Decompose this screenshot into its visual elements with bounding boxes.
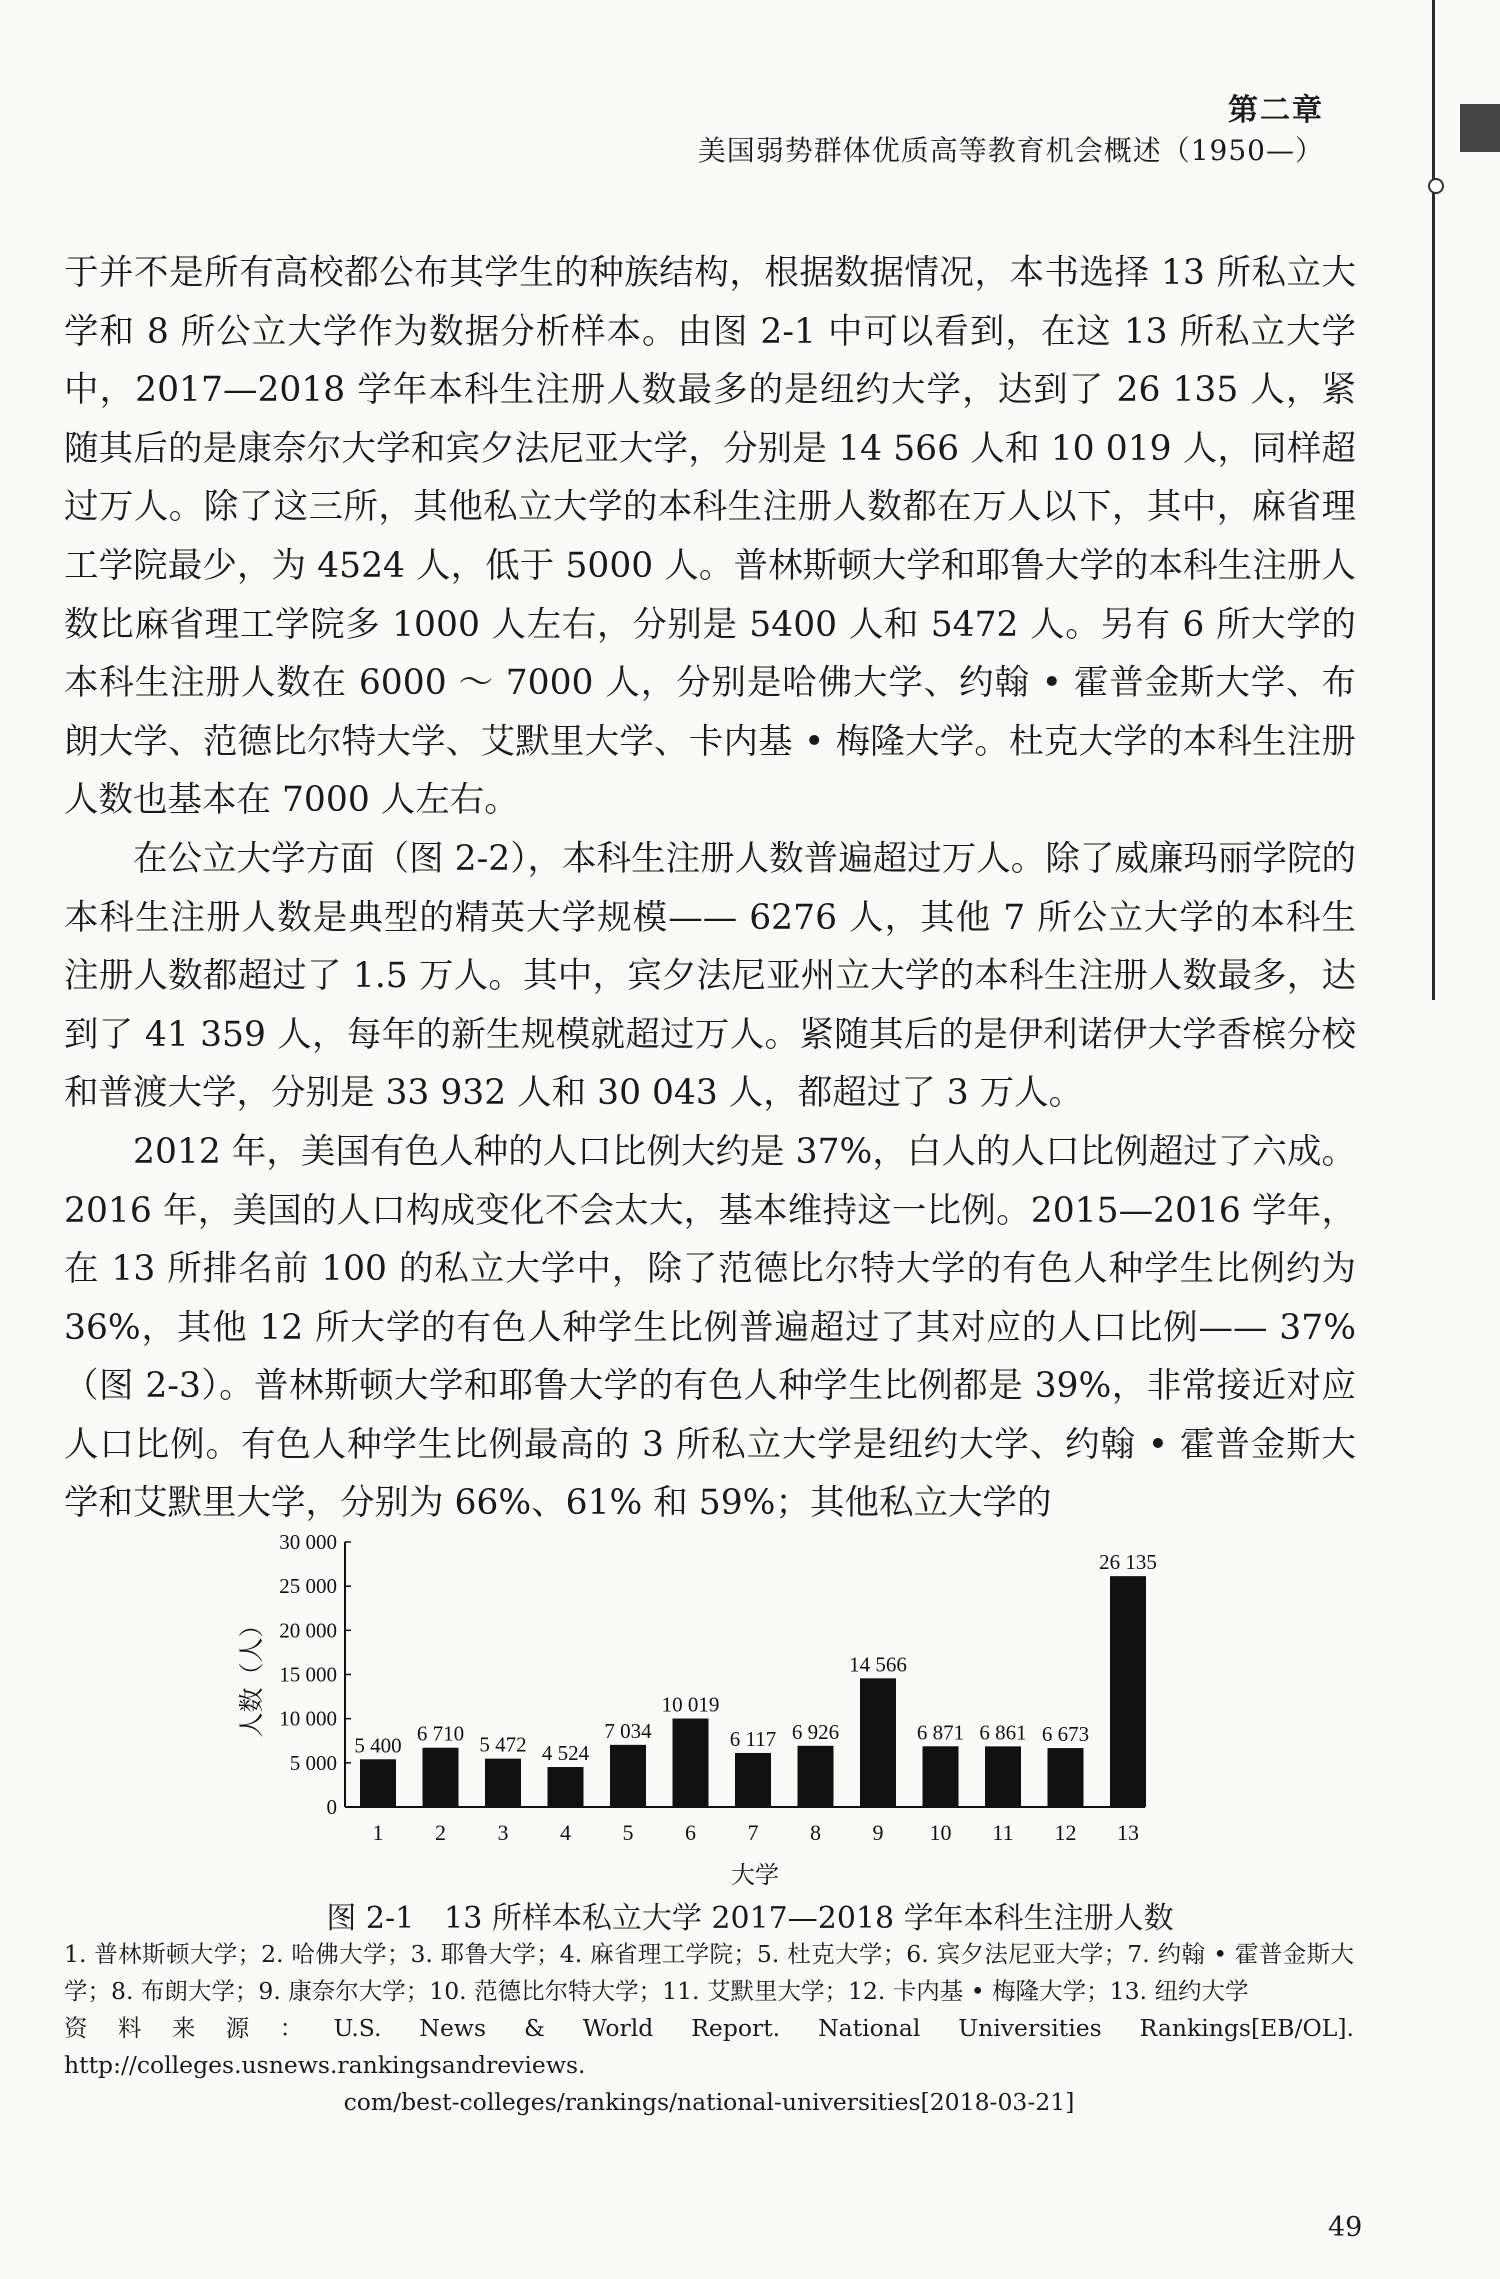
data-label-8: 6 926	[791, 1719, 840, 1744]
x-tick-label-2: 2	[435, 1820, 446, 1845]
x-tick-label-13: 13	[1117, 1820, 1139, 1845]
data-label-5: 7 034	[604, 1718, 652, 1743]
thumb-tab	[1460, 104, 1500, 152]
data-label-4: 4 524	[541, 1741, 590, 1766]
x-tick-label-4: 4	[560, 1820, 571, 1845]
data-label-6: 10 019	[661, 1692, 720, 1717]
bar-9	[860, 1678, 896, 1807]
paragraph-3: 2012 年，美国有色人种的人口比例大约是 37%，白人的人口比例超过了六成。2016 年，美国的人口构成变化不会太大，基本维持这一比例。2015—2016 学年，在 13 所排名前 100 的私立大学中，除了范德比尔特大学的有色人种学生比例约为 36%，其他 12 所大学的有色人种学生比例普遍超过了其对应的人口比例—— 37%（图 2-3）。普林斯顿大学和耶鲁大学的有色人种学生比例都是 39%，非常接近对应人口比例。有色人种学生比例最高的 3 所私立大学是纽约大学、约翰 • 霍普金斯大学和艾默里大学，分别为 66%、61% 和 59%；其他私立大学的	[64, 1131, 1356, 1524]
bar-6	[673, 1718, 709, 1807]
data-label-1: 5 400	[354, 1733, 402, 1758]
page-edge-line	[1432, 0, 1435, 1000]
y-tick-label: 0	[326, 1795, 337, 1819]
figure-source-line-2: com/best-colleges/rankings/national-universities[2018-03-21]	[343, 2088, 1075, 2116]
data-label-3: 5 472	[479, 1732, 527, 1757]
data-label-13: 26 135	[1099, 1550, 1157, 1575]
data-label-9: 14 566	[849, 1652, 907, 1677]
x-tick-label-6: 6	[685, 1820, 696, 1845]
bar-8	[798, 1746, 834, 1807]
x-axis-title: 大学	[731, 1863, 779, 1889]
bar-11	[985, 1746, 1021, 1807]
data-label-7: 6 117	[729, 1726, 777, 1751]
x-tick-label-7: 7	[747, 1820, 759, 1845]
bar-4	[548, 1767, 584, 1807]
figure-2-1	[0, 1520, 1500, 1920]
figure-note-key: 1. 普林斯顿大学；2. 哈佛大学；3. 耶鲁大学；4. 麻省理工学院；5. 杜克大学；6. 宾夕法尼亚大学；7. 约翰 • 霍普金斯大学；8. 布朗大学；9. 康奈尔大学；10. 范德比尔特大学；11. 艾默里大学；12. 卡内基 • 梅隆大学；13. 纽约大学	[64, 1940, 1354, 2005]
paragraph-2: 在公立大学方面（图 2-2），本科生注册人数普遍超过万人。除了威廉玛丽学院的本科生注册人数是典型的精英大学规模—— 6276 人，其他 7 所公立大学的本科生注册人数都超过了 1.5 万人。其中，宾夕法尼亚州立大学的本科生注册人数最多，达到了 41 359 人，每年的新生规模就超过万人。紧随其后的是伊利诺伊大学香槟分校和普渡大学，分别是 33 932 人和 30 043 人，都超过了 3 万人。	[64, 838, 1356, 1114]
x-tick-label-1: 1	[372, 1820, 384, 1845]
bar-5	[610, 1745, 646, 1807]
figure-notes	[64, 1936, 1354, 2121]
x-tick-label-5: 5	[622, 1820, 634, 1845]
body-text	[64, 244, 1356, 1533]
bar-3	[485, 1759, 521, 1807]
chapter-label: 第二章	[1228, 93, 1324, 128]
bar-13	[1110, 1576, 1146, 1807]
x-tick-label-8: 8	[810, 1820, 821, 1845]
y-tick-label: 25 000	[279, 1574, 337, 1599]
data-label-11: 6 861	[979, 1720, 1027, 1745]
paragraph-1: 于并不是所有高校都公布其学生的种族结构，根据数据情况，本书选择 13 所私立大学和 8 所公立大学作为数据分析样本。由图 2-1 中可以看到，在这 13 所私立大学中，2017—2018 学年本科生注册人数最多的是纽约大学，达到了 26 135 人，紧随其后的是康奈尔大学和宾夕法尼亚大学，分别是 14 566 人和 10 019 人，同样超过万人。除了这三所，其他私立大学的本科生注册人数都在万人以下，其中，麻省理工学院最少，为 4524 人，低于 5000 人。普林斯顿大学和耶鲁大学的本科生注册人数比麻省理工学院多 1000 人左右，分别是 5400 人和 5472 人。另有 6 所大学的本科生注册人数在 6000 ～ 7000 人，分别是哈佛大学、约翰 • 霍普金斯大学、布朗大学、范德比尔特大学、艾默里大学、卡内基 • 梅隆大学。杜克大学的本科生注册人数也基本在 7000 人左右。	[64, 253, 1356, 821]
bar-2	[423, 1748, 459, 1807]
bar-chart	[0, 1520, 1500, 1900]
bar-10	[923, 1746, 959, 1807]
chapter-title: 美国弱势群体优质高等教育机会概述（1950—）	[697, 134, 1324, 167]
bar-12	[1048, 1748, 1084, 1807]
figure-caption: 图 2-1 13 所样本私立大学 2017—2018 学年本科生注册人数	[326, 1901, 1174, 1936]
bar-7	[735, 1753, 771, 1807]
figure-source-line-1: 资料来源：U.S. News & World Report. National Universities Rankings[EB/OL]. http://colleges.usnews.rankingsandreviews.	[64, 2014, 1354, 2079]
x-tick-label-3: 3	[497, 1820, 509, 1845]
x-tick-label-9: 9	[872, 1820, 884, 1845]
data-label-12: 6 673	[1041, 1722, 1090, 1747]
data-label-2: 6 710	[416, 1721, 465, 1746]
x-tick-label-10: 10	[929, 1820, 952, 1845]
bar-1	[360, 1759, 396, 1807]
y-tick-label: 5 000	[289, 1750, 337, 1775]
data-label-10: 6 871	[916, 1720, 965, 1745]
y-tick-label: 30 000	[279, 1530, 337, 1554]
x-tick-label-12: 12	[1054, 1820, 1077, 1845]
y-axis-title: 人数（人）	[239, 1612, 266, 1738]
y-tick-label: 20 000	[279, 1618, 337, 1643]
y-tick-label: 10 000	[279, 1706, 337, 1731]
running-head	[698, 92, 1324, 172]
y-tick-label: 15 000	[279, 1662, 337, 1687]
page-number: 49	[1328, 2212, 1363, 2243]
edge-marker-circle	[1428, 178, 1444, 194]
x-tick-label-11: 11	[992, 1820, 1014, 1845]
